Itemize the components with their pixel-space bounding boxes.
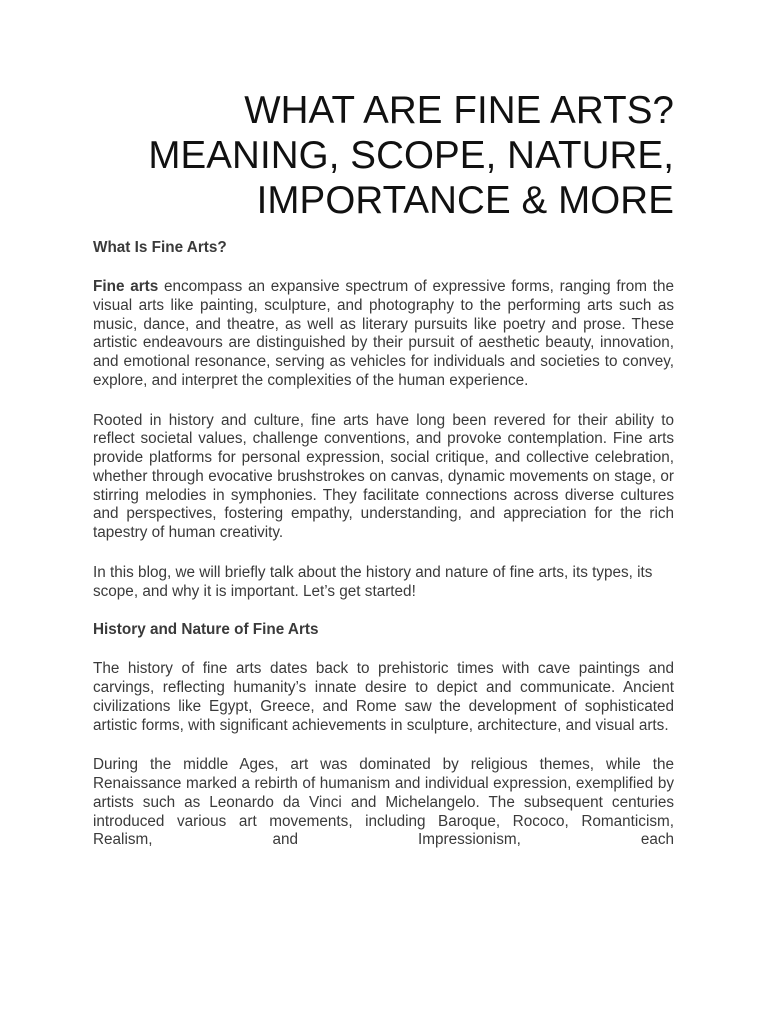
paragraph-blog-intro: In this blog, we will briefly talk about the history and nature of fine arts, its types, its scope, and why it is important. Let’s get started! bbox=[93, 563, 653, 600]
paragraph-definition-text: encompass an expansive spectrum of expressive forms, ranging from the visual arts like painting, sculpture, and photography to the performing arts such as music, dance, and theatre, as well as literary pursuits like poetry and prose. These artistic endeavours are distinguished by their pursuit of aesthetic beauty, innovation, and emotional resonance, serving as vehicles for individuals and societies to convey, explore, and interpret the complexities of the human experience. bbox=[93, 278, 675, 389]
document-page bbox=[93, 88, 674, 850]
title-line-1: WHAT ARE FINE ARTS? bbox=[244, 89, 674, 132]
section-heading-history-nature: History and Nature of Fine Arts bbox=[93, 621, 319, 639]
fine-arts-bold-term: Fine arts bbox=[93, 278, 159, 295]
paragraph-definition bbox=[93, 278, 674, 391]
title-line-2: MEANING, SCOPE, NATURE, bbox=[148, 134, 674, 177]
title-line-3: IMPORTANCE & MORE bbox=[256, 179, 674, 222]
paragraph-rooted-in-history: Rooted in history and culture, fine arts have long been revered for their ability to reflect societal values, challenge conventions, and provoke contemplation. Fine arts provide platforms for personal expression, social critique, and collective celebration, whether through evocative brushstrokes on canvas, dynamic movements on stage, or stirring melodies in symphonies. They facilitate connections across diverse cultures and perspectives, fostering empathy, understanding, and appreciation for the rich tapestry of human creativity. bbox=[93, 411, 674, 541]
paragraph-history: The history of fine arts dates back to prehistoric times with cave paintings and carvings, reflecting humanity’s innate desire to depict and communicate. Ancient civilizations like Egypt, Greece, and Rome saw the development of sophisticated artistic forms, with significant achievements in sculpture, architecture, and visual arts. bbox=[93, 660, 674, 734]
section-heading-what-is: What Is Fine Arts? bbox=[93, 239, 227, 256]
page-title bbox=[93, 88, 674, 223]
paragraph-middle-ages: During the middle Ages, art was dominated by religious themes, while the Renaissance marked a rebirth of humanism and individual expression, exemplified by artists such as Leonardo da Vinci and Michelangelo. The subsequent centuries introduced various art movements, including Baroque, Rococo, Romanticism, Realism, and Impressionism, each bbox=[93, 756, 674, 849]
